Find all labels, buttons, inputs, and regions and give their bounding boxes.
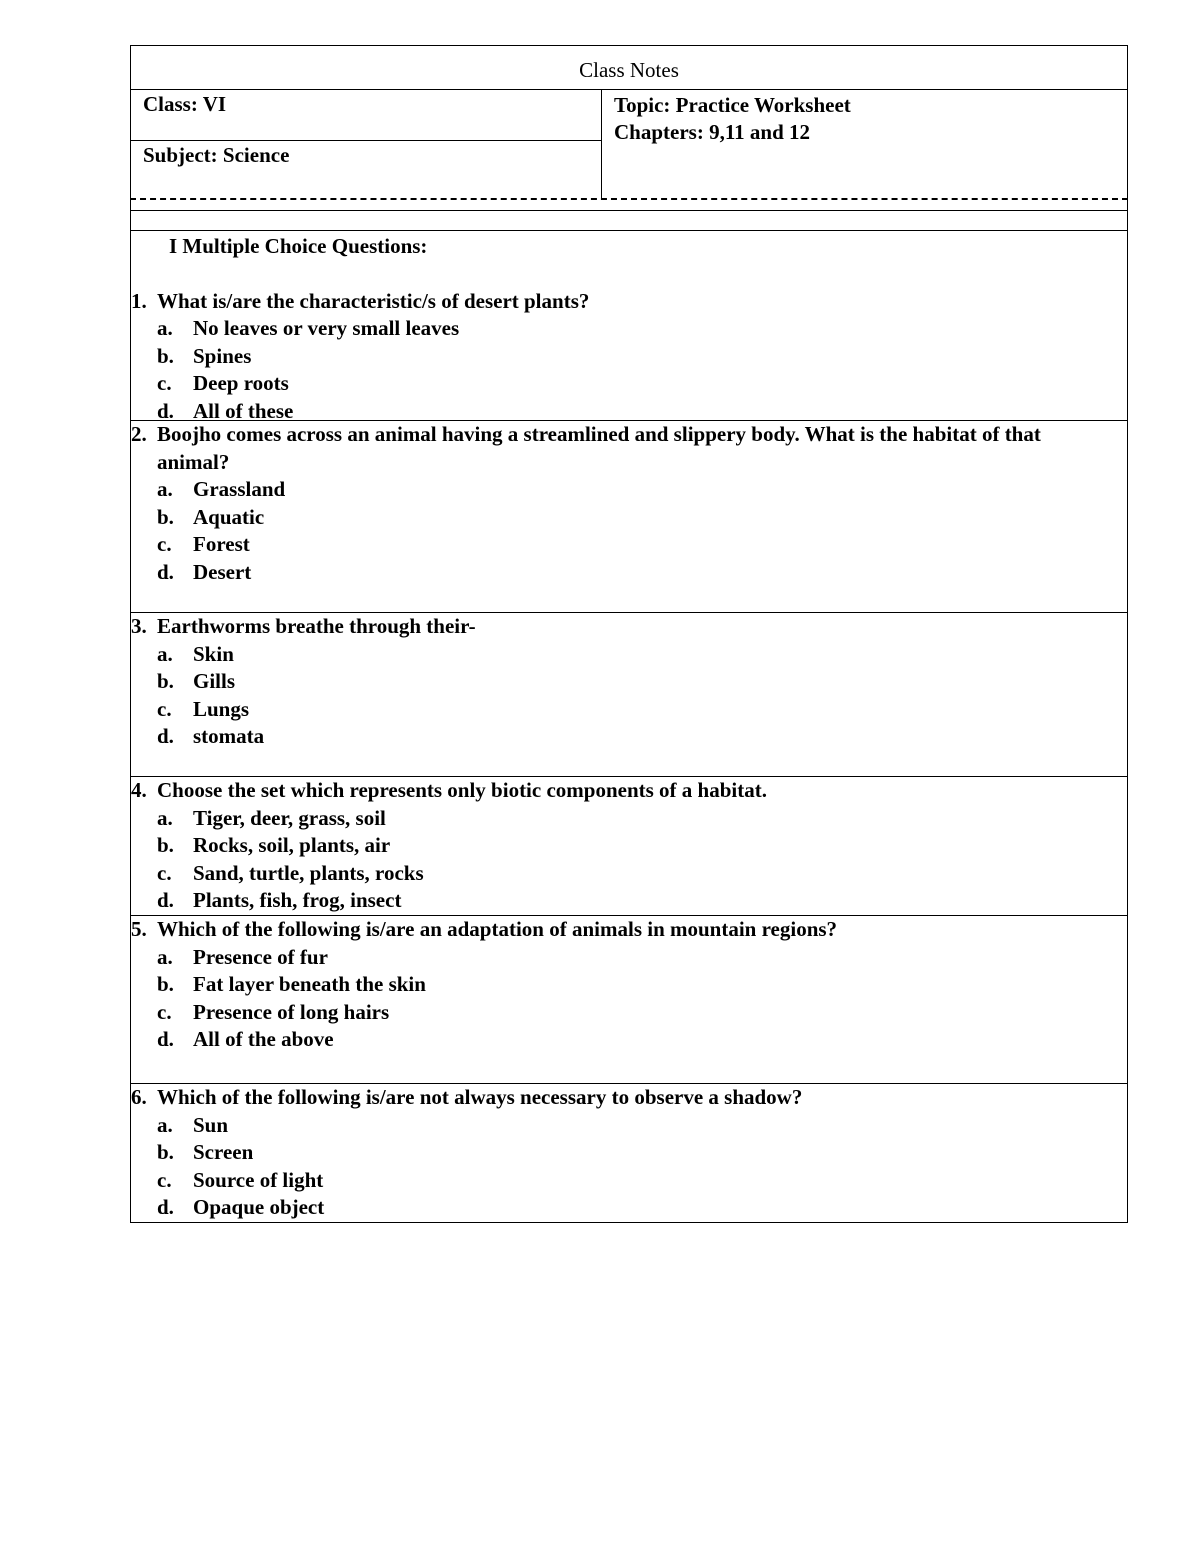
option [131, 504, 1127, 532]
option-text: Aquatic [193, 504, 265, 529]
option [131, 315, 1127, 343]
option [131, 723, 1127, 751]
section-heading: I Multiple Choice Questions: [169, 234, 428, 258]
option-letter: b. [157, 972, 174, 996]
option-text: Sun [193, 1112, 229, 1137]
option [131, 531, 1127, 559]
option-letter: a. [157, 316, 173, 340]
option [131, 668, 1127, 696]
question-text: What is/are the characteristic/s of desert plants? [157, 288, 590, 313]
question-number: 6. [131, 1085, 147, 1109]
option-letter: a. [157, 944, 173, 969]
option-text: Forest [193, 532, 250, 556]
option-letter: d. [157, 398, 174, 423]
info-table [130, 89, 1128, 198]
option-text: No leaves or very small leaves [193, 316, 460, 340]
question-number: 1. [131, 288, 147, 313]
option-letter: c. [157, 860, 172, 885]
option-letter: d. [157, 724, 174, 748]
option-text: Skin [193, 641, 234, 666]
question-block [130, 776, 1128, 915]
option [131, 944, 1127, 972]
option [131, 1167, 1127, 1195]
option [131, 696, 1127, 724]
option [131, 476, 1127, 504]
option-text: stomata [193, 724, 265, 748]
subject-label: Subject: Science [143, 143, 290, 167]
question-number: 5. [131, 917, 147, 941]
question-number: 2. [131, 422, 147, 446]
option [131, 1026, 1127, 1054]
option-letter: d. [157, 1195, 174, 1219]
option-letter: c. [157, 371, 172, 395]
option [131, 641, 1127, 669]
option-letter: b. [157, 343, 174, 368]
option-letter: b. [157, 833, 174, 857]
question-block [130, 230, 1128, 423]
question-text: Choose the set which represents only biotic components of a habitat. [157, 778, 767, 802]
option-text: All of these [193, 398, 294, 423]
option [131, 999, 1127, 1027]
question-text: Earthworms breathe through their- [157, 614, 476, 638]
option [131, 887, 1127, 915]
worksheet [130, 45, 1128, 1223]
option-letter: c. [157, 532, 172, 556]
option-text: Presence of fur [193, 944, 328, 969]
option-text: Lungs [193, 696, 250, 721]
question-number: 3. [131, 614, 147, 638]
option-text: Spines [193, 343, 252, 368]
question-text: Which of the following is/are not always necessary to observe a shadow? [157, 1085, 803, 1109]
question-block [130, 420, 1128, 612]
option-text: Presence of long hairs [193, 999, 390, 1024]
option-letter: d. [157, 1027, 174, 1051]
option [131, 805, 1127, 833]
option [131, 1139, 1127, 1167]
blank-row [130, 210, 1128, 230]
option-text: Deep roots [193, 371, 289, 395]
option-text: Desert [193, 559, 252, 584]
question-block [130, 915, 1128, 1083]
option-text: Tiger, deer, grass, soil [193, 805, 386, 830]
document-title: Class Notes [130, 45, 1128, 89]
option-letter: c. [157, 696, 172, 721]
option-text: Gills [193, 669, 236, 693]
option-letter: c. [157, 1167, 172, 1192]
dashed-divider [130, 198, 1128, 210]
option-letter: d. [157, 888, 174, 912]
option-letter: b. [157, 504, 174, 529]
option-letter: d. [157, 559, 174, 584]
option-letter: c. [157, 999, 172, 1024]
option-text: Plants, fish, frog, insect [193, 888, 402, 912]
question-text: Boojho comes across an animal having a streamlined and slippery body. What is the habitat of that animal? [157, 422, 1041, 474]
questions-list [130, 230, 1128, 1223]
info-left-column [131, 90, 602, 198]
option-letter: a. [157, 805, 173, 830]
option-letter: a. [157, 1112, 173, 1137]
chapters-label: Chapters: 9,11 and 12 [614, 120, 811, 144]
option [131, 832, 1127, 860]
option-text: Fat layer beneath the skin [193, 972, 426, 996]
option [131, 1194, 1127, 1222]
option-letter: b. [157, 1140, 174, 1164]
option [131, 370, 1127, 398]
option-text: Grassland [193, 477, 286, 501]
option [131, 343, 1127, 371]
option-text: Screen [193, 1140, 254, 1164]
option-text: Rocks, soil, plants, air [193, 833, 391, 857]
topic-label: Topic: Practice Worksheet [614, 93, 851, 117]
option [131, 1112, 1127, 1140]
info-right-column [602, 90, 1127, 198]
option-letter: b. [157, 669, 174, 693]
option-text: Source of light [193, 1167, 324, 1192]
option [131, 971, 1127, 999]
question-block [130, 612, 1128, 776]
class-label: Class: VI [131, 90, 601, 141]
question-text: Which of the following is/are an adaptation of animals in mountain regions? [157, 917, 838, 941]
option-letter: a. [157, 641, 173, 666]
question-number: 4. [131, 778, 147, 802]
option [131, 860, 1127, 888]
option-text: All of the above [193, 1027, 334, 1051]
option-text: Opaque object [193, 1195, 325, 1219]
question-block [130, 1083, 1128, 1223]
option [131, 559, 1127, 587]
option-text: Sand, turtle, plants, rocks [193, 860, 424, 885]
option-letter: a. [157, 477, 173, 501]
